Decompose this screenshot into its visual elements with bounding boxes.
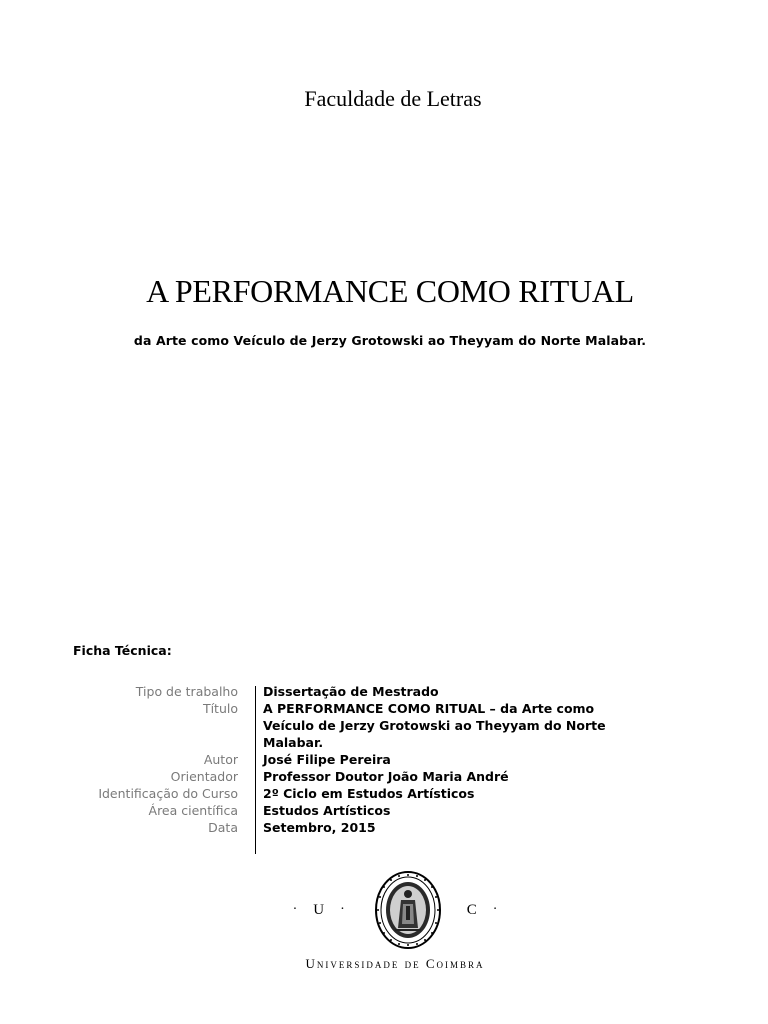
- logo-letter-u: U: [313, 901, 325, 918]
- ficha-label: Área científica: [148, 803, 238, 818]
- university-logo: [0, 870, 768, 972]
- ficha-value: José Filipe Pereira: [263, 752, 391, 767]
- ficha-row-titulo: [60, 700, 633, 751]
- ficha-value: 2º Ciclo em Estudos Artísticos: [263, 786, 475, 801]
- ficha-row-curso: [60, 785, 633, 802]
- ficha-label: Identificação do Curso: [98, 786, 238, 801]
- ficha-value: Estudos Artísticos: [263, 803, 391, 818]
- logo-dot: ·: [492, 902, 498, 917]
- ficha-label: Orientador: [170, 769, 238, 784]
- university-seal-icon: [373, 870, 443, 950]
- ficha-tecnica-table: [60, 683, 633, 836]
- document-title: A PERFORMANCE COMO RITUAL: [146, 273, 634, 309]
- ficha-value: A PERFORMANCE COMO RITUAL – da Arte como Veículo de Jerzy Grotowski ao Theyyam do Norte Malabar.: [263, 701, 606, 750]
- logo-letter-c: C: [466, 901, 477, 918]
- ficha-label: Autor: [203, 752, 238, 767]
- ficha-row-data: [60, 819, 633, 836]
- ficha-label: Tipo de trabalho: [135, 684, 238, 699]
- logo-row: [0, 870, 768, 950]
- ficha-row-orientador: [60, 768, 633, 785]
- logo-dot: ·: [292, 902, 298, 917]
- ficha-value: Professor Doutor João Maria André: [263, 769, 509, 784]
- faculty-name: Faculdade de Letras: [304, 86, 482, 111]
- ficha-tecnica-heading: Ficha Técnica:: [73, 643, 172, 658]
- university-name: Universidade de Coimbra: [305, 956, 485, 971]
- ficha-row-autor: [60, 751, 633, 768]
- ficha-row-area: [60, 802, 633, 819]
- logo-dot: ·: [340, 902, 345, 917]
- ficha-value: Dissertação de Mestrado: [263, 684, 439, 699]
- ficha-label: Data: [208, 820, 238, 835]
- ficha-value: Setembro, 2015: [263, 820, 376, 835]
- ficha-label: Título: [202, 701, 238, 716]
- document-subtitle: da Arte como Veículo de Jerzy Grotowski ao Theyyam do Norte Malabar.: [133, 333, 647, 348]
- ficha-row-tipo: [60, 683, 633, 700]
